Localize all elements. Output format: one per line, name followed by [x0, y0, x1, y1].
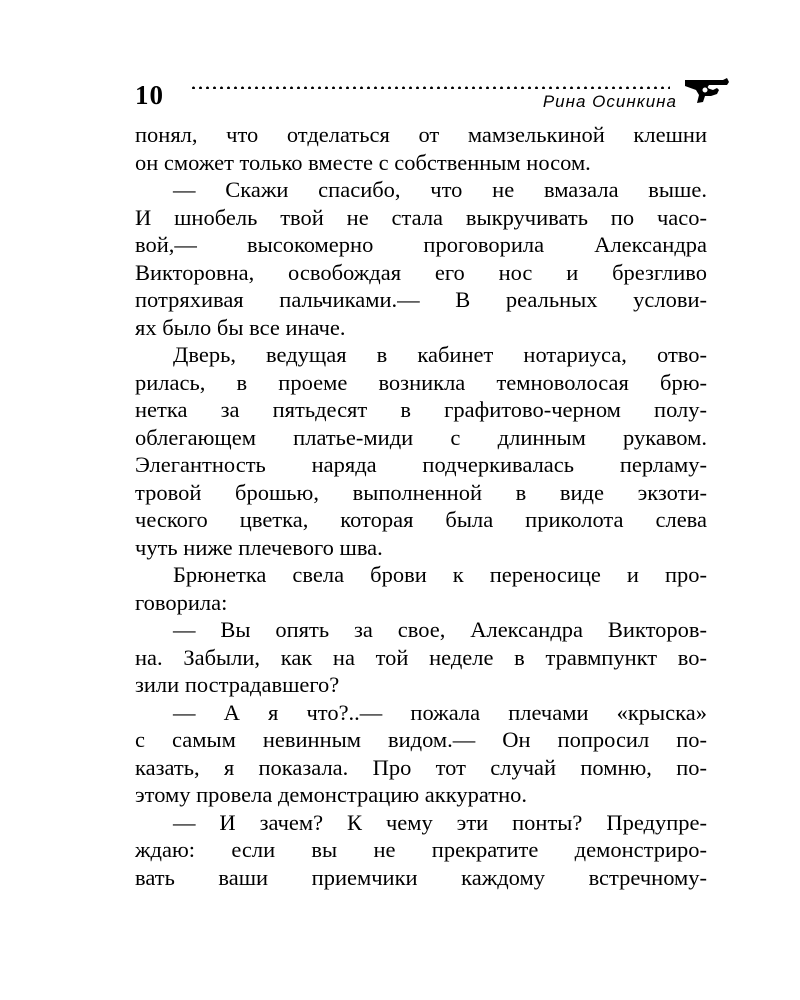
- text-line: Элегантность наряда подчеркивалась перламу-: [135, 452, 707, 477]
- text-line: этому провела демонстрацию аккуратно.: [135, 782, 527, 807]
- text-line: он сможет только вместе с собственным носом.: [135, 149, 591, 175]
- text-line: рилась, в проеме возникла темноволосая брю-: [135, 369, 707, 395]
- page-number: 10: [135, 80, 164, 110]
- text-line: чуть ниже плечевого шва.: [135, 534, 383, 560]
- running-header: [135, 72, 735, 122]
- text-line: ждаю: если вы не прекратите демонстриро-: [135, 837, 707, 862]
- text-line: — Вы опять за свое, Александра Викторов-: [173, 617, 707, 642]
- text-line: казать, я показала. Про тот случай помню, по-: [135, 754, 707, 780]
- text-line: И шнобель твой не стала выкручивать по часо-: [135, 204, 707, 230]
- text-line: тровой брошью, выполненной в виде экзоти-: [135, 479, 707, 505]
- text-line: вой,— высокомерно проговорила Александра: [135, 232, 707, 257]
- dotted-rule: [190, 86, 670, 89]
- text-line: — А я что?..— пожала плечами «крыска»: [173, 699, 707, 725]
- text-line: — И зачем? К чему эти понты? Предупре-: [173, 809, 707, 835]
- text-line: ческого цветка, которая была приколота слева: [135, 507, 707, 532]
- running-author: Рина Осинкина: [542, 92, 677, 111]
- text-line: Дверь, ведущая в кабинет нотариуса, отво-: [173, 342, 707, 367]
- text-line: нетка за пятьдесят в графитово-черном полу-: [135, 397, 707, 422]
- body-text: [135, 121, 707, 891]
- text-line: понял, что отделаться от мамзелькиной клешни: [135, 122, 707, 147]
- text-line: облегающем платье-миди с длинным рукавом.: [135, 424, 707, 450]
- text-line: — Скажи спасибо, что не вмазала выше.: [173, 177, 707, 202]
- text-line: вать ваши приемчики каждому встречному-: [135, 864, 707, 890]
- text-line: Викторовна, освобождая его нос и брезгливо: [135, 259, 707, 285]
- text-line: с самым невинным видом.— Он попросил по-: [135, 727, 707, 752]
- text-line: зили пострадавшего?: [135, 672, 340, 697]
- text-line: Брюнетка свела брови к переносице и про-: [173, 562, 707, 587]
- text-line: потряхивая пальчиками.— В реальных услови-: [135, 287, 707, 312]
- text-line: говорила:: [135, 589, 228, 615]
- revolver-icon: [683, 76, 733, 106]
- text-line: на. Забыли, как на той неделе в травмпункт во-: [135, 644, 707, 670]
- text-line: ях было бы все иначе.: [135, 314, 346, 340]
